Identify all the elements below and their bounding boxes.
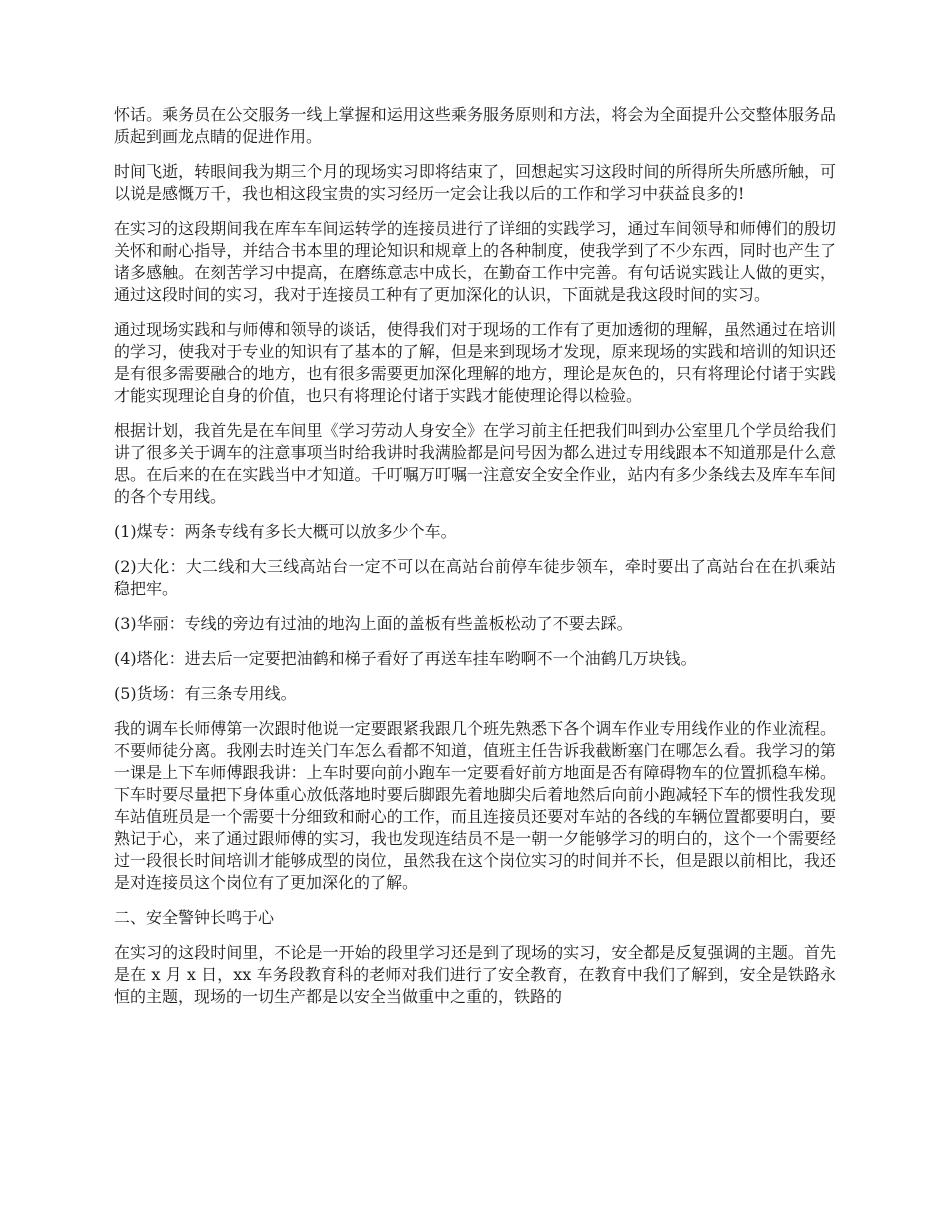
paragraph-field-practice: 通过现场实践和与师傅和领导的谈话，使得我们对于现场的工作有了更加透彻的理解，虽然通过在培训的学习，使我对于专业的知识有了基本的了解，但是来到现场才发现，原来现场的实践和培训的知识还是有很多需要融合的地方，也有很多需要更加深化理解的地方，理论是灰色的，只有将理论付诸于实践才能实现理论自身的价值，也只有将理论付诸于实践才能使理论得以检验。 (114, 320, 836, 405)
document-page (114, 104, 836, 1021)
list-item-tahua: (4)塔化：进去后一定要把油鹤和梯子看好了再送车挂车哟啊不一个油鹤几万块钱。 (114, 649, 697, 668)
paragraph-safety-education: 在实习的这段时间里，不论是一开始的段里学习还是到了现场的实习，安全都是反复强调的主题。首先是在 x 月 x 日，xx 车务段教育科的老师对我们进行了安全教育，在教育中我们了解到，安全是铁路永恒的主题，现场的一切生产都是以安全当做重中之重的，铁路的 (114, 943, 836, 1006)
paragraph-shunting-master: 我的调车长师傅第一次跟时他说一定要跟紧我跟几个班先熟悉下各个调车作业专用线作业的作业流程。不要师徒分离。我刚去时连关门车怎么看都不知道，值班主任告诉我截断塞门在哪怎么看。我学习的第一课是上下车师傅跟我讲：上车时要向前小跑车一定要看好前方地面是否有障碍物车的位置抓稳车梯。下车时要尽量把下身体重心放低落地时要后脚跟先着地脚尖后着地然后向前小跑减轻下车的惯性我发现车站值班员是一个需要十分细致和耐心的工作，而且连接员还要对车站的各线的车辆位置都要明白，要熟记于心，来了通过跟师傅的实习，我也发现连结员不是一朝一夕能够学习的明白的，这个一个需要经过一段很长时间培训才能够成型的岗位，虽然我在这个岗位实习的时间并不长，但是跟以前相比，我还是对连接员这个岗位有了更加深化的了解。 (114, 719, 836, 892)
list-item-coal-line: (1)煤专：两条专线有多长大概可以放多少个车。 (114, 522, 457, 541)
paragraph-plan: 根据计划，我首先是在车间里《学习劳动人身安全》在学习前主任把我们叫到办公室里几个学员给我们讲了很多关于调车的注意事项当时给我讲时我满脸都是问号因为都么进过专用线跟本不知道那是什么意思。在后来的在在实践当中才知道。千叮嘱万叮嘱一注意安全安全作业，站内有多少条线去及库车车间的各个专用线。 (114, 421, 836, 506)
paragraph-internship-period: 在实习的这段期间我在库车车间运转学的连接员进行了详细的实践学习，通过车间领导和师傅们的殷切关怀和耐心指导，并结合书本里的理论知识和规章上的各种制度，使我学到了不少东西，同时也产生了诸多感触。在刻苦学习中提高，在磨练意志中成长，在勤奋工作中完善。有句话说实践让人做的更实，通过这段时间的实习，我对于连接员工种有了更加深化的认识，下面就是我这段时间的实习。 (114, 219, 836, 304)
section-heading-safety: 二、安全警钟长鸣于心 (114, 908, 275, 927)
list-item-freight-yard: (5)货场：有三条专用线。 (114, 684, 297, 703)
paragraph-time-flies: 时间飞逝，转眼间我为期三个月的现场实习即将结束了，回想起实习这段时间的所得所失所感所触，可以说是感慨万千，我也相这段宝贵的实习经历一定会让我以后的工作和学习中获益良多的! (114, 162, 836, 203)
list-item-dahua: (2)大化：大二线和大三线高站台一定不可以在高站台前停车徒步领车，牵时要出了高站台在在扒乘站稳把牢。 (114, 557, 836, 598)
list-item-huali: (3)华丽：专线的旁边有过油的地沟上面的盖板有些盖板松动了不要去踩。 (114, 614, 633, 633)
paragraph-intro-continuation: 怀话。乘务员在公交服务一线上掌握和运用这些乘务服务原则和方法，将会为全面提升公交整体服务品质起到画龙点睛的促进作用。 (114, 105, 836, 146)
